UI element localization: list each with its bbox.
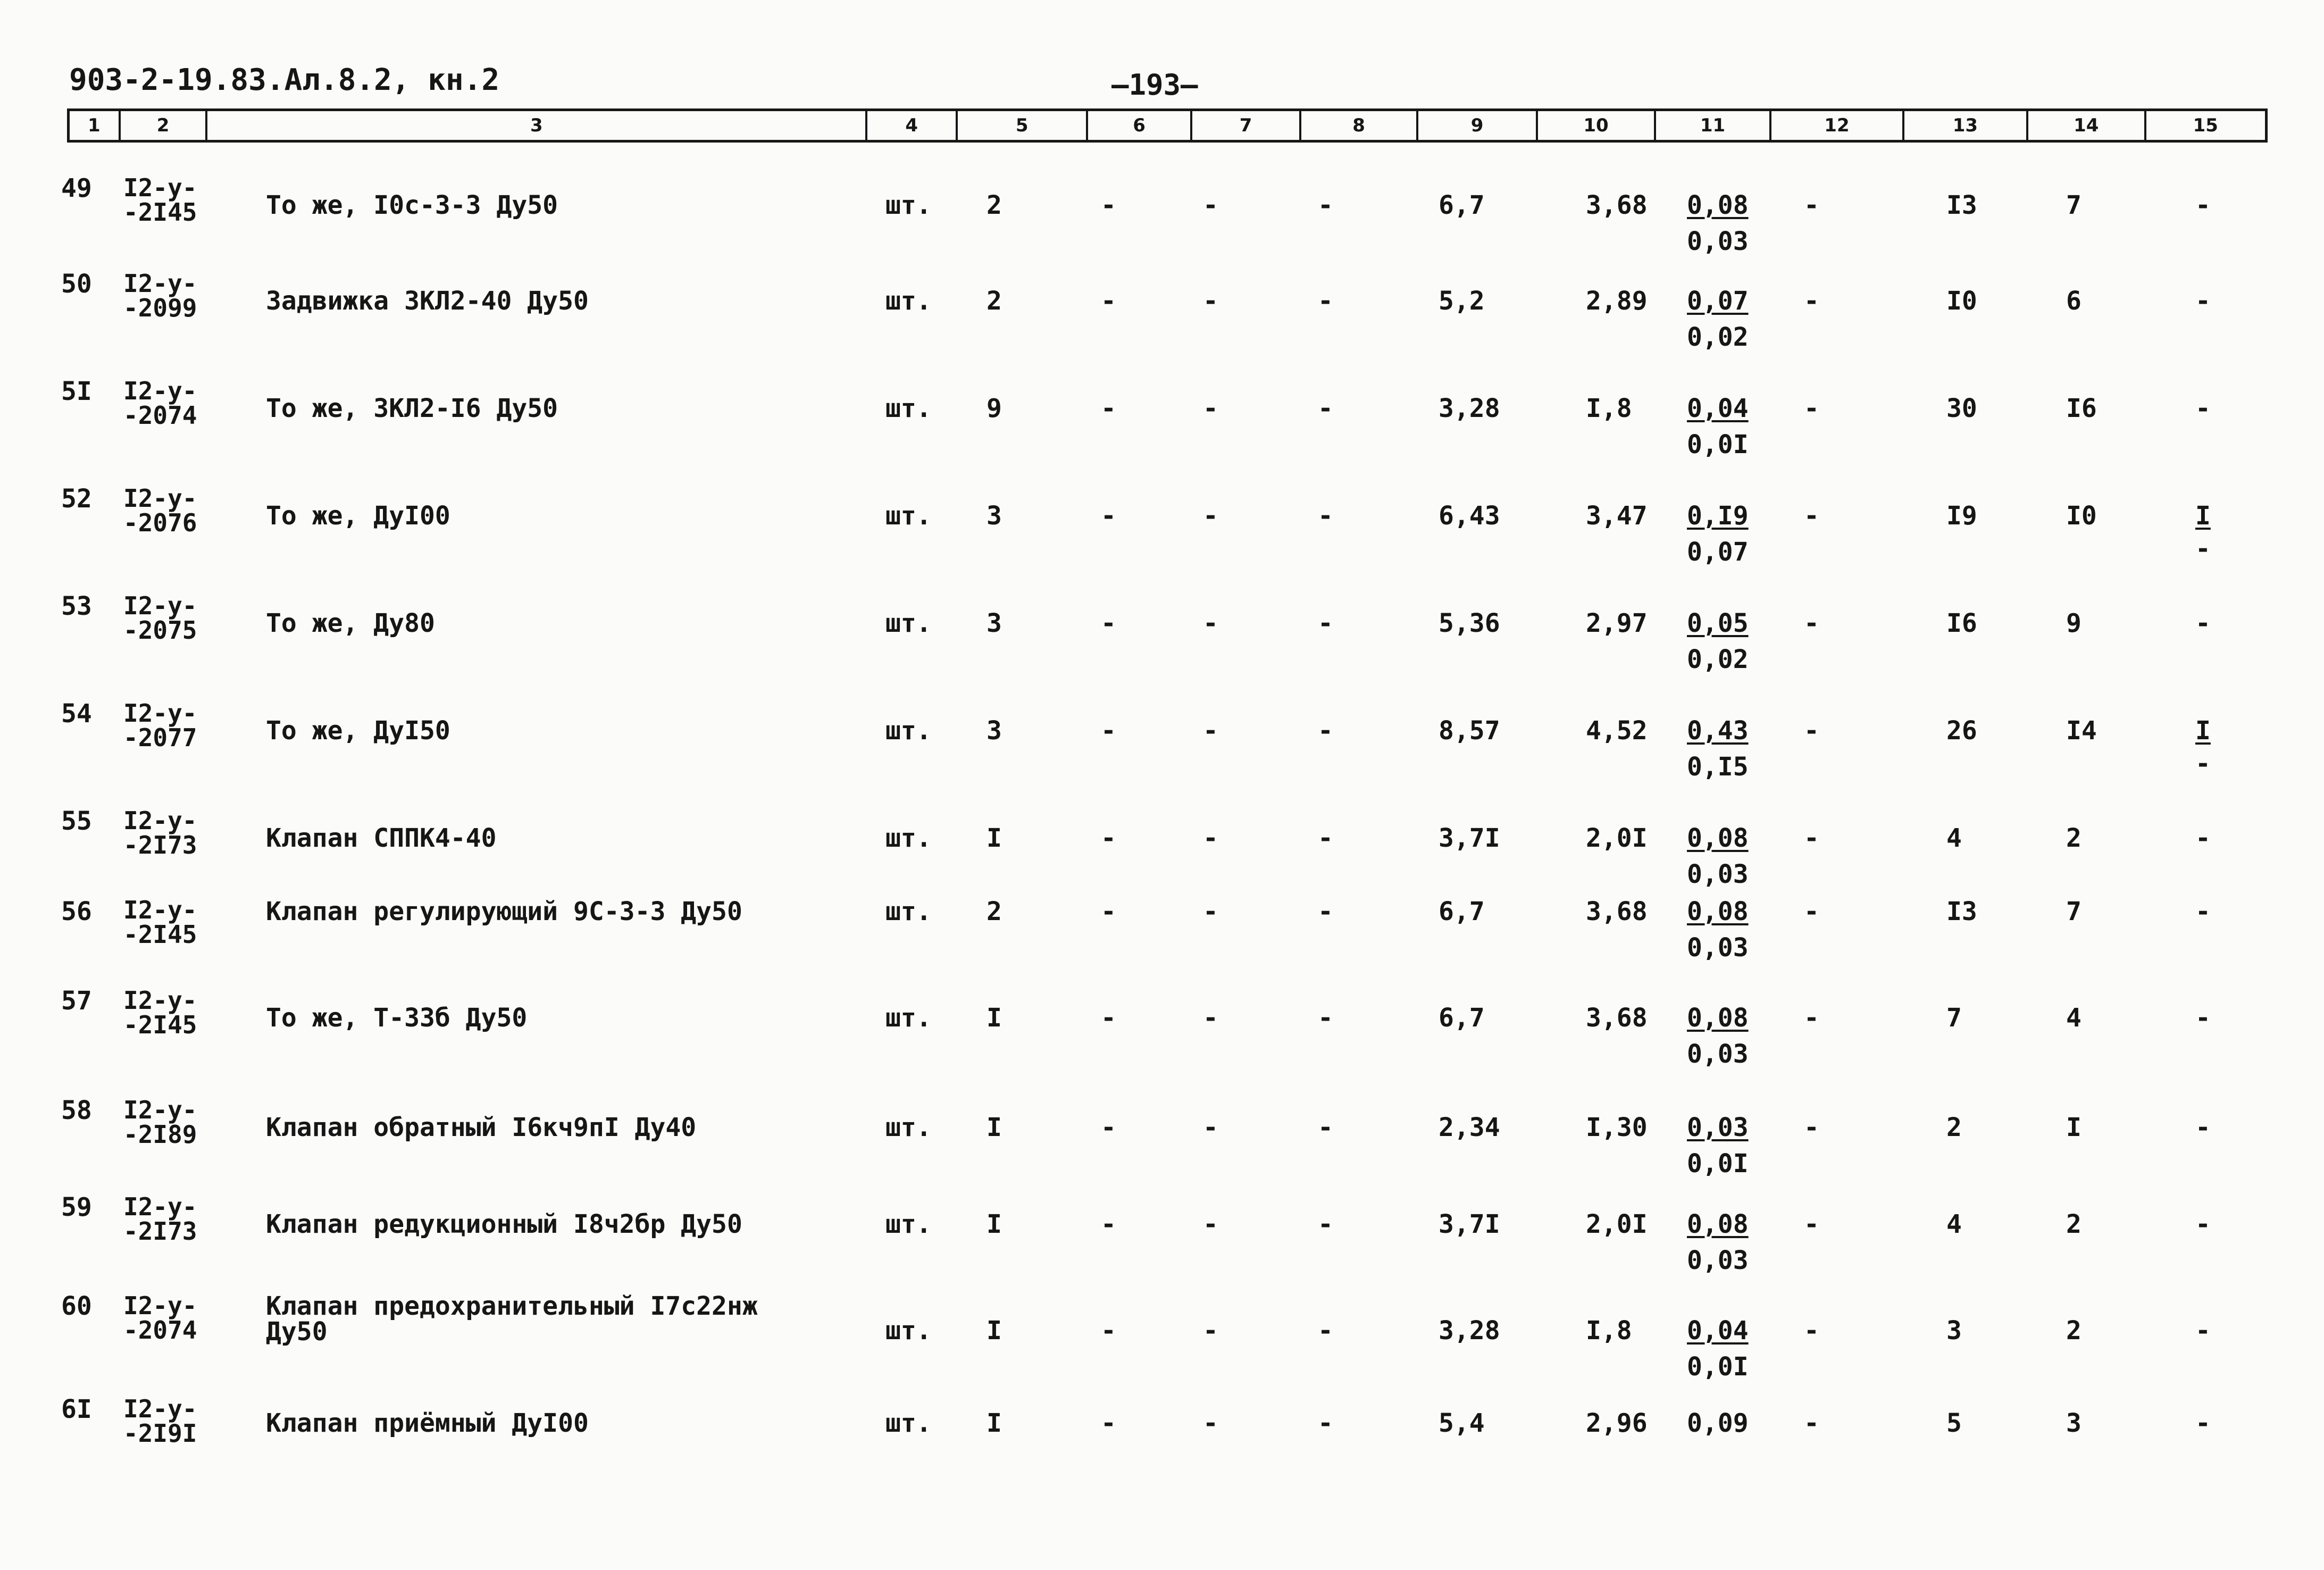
header-col-11: 11 [1656,111,1771,140]
col-8-value: - [1318,190,1333,220]
col-12-value: - [1804,1113,1819,1142]
col-8-value: - [1318,394,1333,423]
item-description [266,1291,758,1347]
table-header-row [67,108,2268,143]
norm-code-bottom: -2I89 [123,1120,197,1149]
table-row [0,988,2324,1073]
col-7-value: - [1203,1003,1218,1033]
col-9-value: 3,28 [1439,394,1500,423]
col-11-top: 0,07 [1687,286,1749,316]
quantity: I [987,1209,1002,1239]
quantity: I [987,1408,1002,1438]
header-col-8: 8 [1301,111,1418,140]
col-10-value: 2,0I [1586,823,1648,853]
col-11-fraction [1687,1113,1749,1179]
norm-code-bottom: -2I73 [123,831,197,859]
col-10-value: 2,89 [1586,286,1648,316]
quantity: 2 [987,286,1002,316]
norm-code-top: I2-у- [123,173,197,202]
col-11-fraction [1687,288,1749,350]
norm-code-bottom: -2077 [123,723,197,752]
col-7-value: - [1203,1408,1218,1438]
row-number: 5I [61,377,92,406]
col-15-value: - [2195,1316,2211,1346]
col-11-fraction [1687,825,1749,887]
unit: шт. [885,394,932,423]
item-description: То же, Т-33б Ду50 [266,1003,528,1033]
col-7-value: - [1203,608,1218,638]
page-number: —193— [1111,68,1198,102]
norm-code [123,808,197,857]
col-11-bottom: 0,03 [1687,1246,1749,1275]
col-15-top: I [2195,501,2211,531]
header-col-7: 7 [1192,111,1302,140]
col-15-value: - [2195,286,2211,316]
col-15-value: - [2195,394,2211,423]
col-11-fraction [1687,718,1749,780]
col-13-value: I3 [1946,897,1977,926]
col-7-value: - [1203,716,1218,746]
table-row [0,701,2324,786]
norm-code-top: I2-у- [123,699,197,728]
norm-code-bottom: -2076 [123,508,197,537]
col-6-value: - [1101,286,1116,316]
document-code: 903-2-19.83.Ал.8.2, кн.2 [69,63,500,97]
row-number: 58 [61,1096,92,1125]
col-7-value: - [1203,190,1218,220]
unit: шт. [885,608,932,638]
col-10-value: 4,52 [1586,716,1648,746]
col-12-value: - [1804,716,1819,746]
row-number: 60 [61,1291,92,1321]
col-7-value: - [1203,1316,1218,1346]
quantity: 3 [987,501,1002,531]
col-14-value: 9 [2066,608,2081,638]
table-row [0,1098,2324,1183]
col-11-fraction [1687,394,1749,460]
col-6-value: - [1101,1113,1116,1142]
col-12-value: - [1804,501,1819,531]
header-col-10: 10 [1538,111,1656,140]
col-6-value: - [1101,1209,1116,1239]
norm-code-top: I2-у- [123,896,197,924]
col-7-value: - [1203,823,1218,853]
col-11-fraction [1687,608,1749,674]
row-number: 56 [61,897,92,926]
col-14-value: I [2066,1113,2081,1142]
col-11-top: 0,08 [1687,1209,1749,1239]
col-11-fraction [1687,190,1749,256]
col-14-value: 4 [2066,1003,2081,1033]
col-12-value: - [1804,1209,1819,1239]
header-col-13: 13 [1904,111,2028,140]
col-6-value: - [1101,716,1116,746]
unit: шт. [885,716,932,746]
col-14-value: 3 [2066,1408,2081,1438]
row-number: 52 [61,484,92,514]
col-10-value: 3,68 [1586,897,1648,926]
norm-code-top: I2-у- [123,484,197,513]
unit: шт. [885,501,932,531]
col-15-value: - [2195,1113,2211,1142]
col-9-value: 6,7 [1439,897,1485,926]
col-11-bottom: 0,03 [1687,227,1749,256]
col-11-bottom: 0,03 [1687,1039,1749,1069]
row-number: 6I [61,1394,92,1424]
col-14-value: 2 [2066,823,2081,853]
col-9-value: 3,28 [1439,1316,1500,1346]
quantity: I [987,1003,1002,1033]
col-11-bottom: 0,03 [1687,859,1749,889]
item-description: Клапан обратный I6кч9пI Ду40 [266,1113,697,1142]
col-13-value: I3 [1946,190,1977,220]
col-6-value: - [1101,501,1116,531]
norm-code-bottom: -2074 [123,1316,197,1344]
table-row [0,591,2324,679]
col-14-value: 7 [2066,190,2081,220]
col-15-value: - [2195,823,2211,853]
header-col-12: 12 [1771,111,1904,140]
norm-code [123,173,197,227]
col-9-value: 2,34 [1439,1113,1500,1142]
col-9-value: 6,7 [1439,190,1485,220]
col-12-value: - [1804,190,1819,220]
table-row [0,882,2324,967]
col-13-value: 4 [1946,823,1962,853]
header-col-6: 6 [1088,111,1192,140]
col-9-value: 5,36 [1439,608,1500,638]
norm-code-top: I2-у- [123,986,197,1015]
col-10-value: 2,0I [1586,1209,1648,1239]
table-row [0,1291,2324,1382]
col-14-value: I0 [2066,501,2097,531]
col-11-bottom: 0,02 [1687,322,1749,352]
item-description: То же, ДуI00 [266,501,450,531]
item-description: То же, Ду80 [266,608,435,638]
unit: шт. [885,897,932,926]
col-8-value: - [1318,1003,1333,1033]
col-13-value: I0 [1946,286,1977,316]
quantity: 3 [987,608,1002,638]
item-description-line-1: Клапан предохранительный I7с22нж [266,1291,758,1321]
header-col-5: 5 [958,111,1088,140]
norm-code [123,701,197,750]
item-description: То же, ДуI50 [266,716,450,746]
norm-code-bottom: -2I73 [123,1217,197,1246]
header-col-1: 1 [70,111,121,140]
norm-code [123,1192,197,1246]
col-15-bottom: - [2195,534,2211,564]
norm-code [123,1098,197,1147]
row-number: 49 [61,173,92,203]
col-13-value: 5 [1946,1408,1962,1438]
col-15-value: - [2195,897,2211,926]
unit: шт. [885,1316,932,1346]
col-13-value: I6 [1946,608,1977,638]
header-col-3: 3 [207,111,867,140]
row-number: 54 [61,699,92,729]
norm-code [123,1293,197,1342]
norm-code-top: I2-у- [123,269,197,298]
col-6-value: - [1101,897,1116,926]
col-9-value: 3,7I [1439,1209,1500,1239]
col-11-top: 0,08 [1687,1003,1749,1033]
col-11-top: 0,08 [1687,823,1749,853]
item-description: Клапан регулирующий 9С-3-3 Ду50 [266,897,742,926]
quantity: 3 [987,716,1002,746]
col-11-top: 0,04 [1687,394,1749,423]
col-11-fraction [1687,1209,1749,1275]
quantity: I [987,1113,1002,1142]
col-11-top: 0,I9 [1687,501,1749,531]
table-row [0,271,2324,356]
item-description: Клапан редукционный I8ч2бр Ду50 [266,1209,742,1239]
col-7-value: - [1203,1113,1218,1142]
table-row [0,808,2324,893]
col-13-value: 4 [1946,1209,1962,1239]
col-8-value: - [1318,1113,1333,1142]
col-14-value: 7 [2066,897,2081,926]
unit: шт. [885,823,932,853]
item-description: То же, 3КЛ2-I6 Ду50 [266,394,558,423]
col-11-top: 0,43 [1687,716,1749,746]
quantity: I [987,1316,1002,1346]
norm-code [123,898,197,947]
col-10-value: I,8 [1586,394,1632,423]
col-10-value: 3,47 [1586,501,1648,531]
header-col-15: 15 [2193,115,2218,136]
item-description-line-2: Ду50 [266,1317,328,1347]
col-8-value: - [1318,1316,1333,1346]
col-11-value: 0,09 [1687,1408,1749,1438]
col-9-value: 6,7 [1439,1003,1485,1033]
row-number: 59 [61,1192,92,1222]
col-10-value: I,30 [1586,1113,1648,1142]
norm-code-bottom: -2I45 [123,1011,197,1039]
col-15-value: - [2195,1209,2211,1239]
col-13-value: 26 [1946,716,1977,746]
col-10-value: 2,96 [1586,1408,1648,1438]
col-11-bottom: 0,02 [1687,645,1749,674]
norm-code-bottom: -2099 [123,294,197,322]
col-13-value: 2 [1946,1113,1962,1142]
col-11-top: 0,08 [1687,190,1749,220]
table-row [0,379,2324,464]
unit: шт. [885,1408,932,1438]
col-6-value: - [1101,823,1116,853]
col-13-value: 30 [1946,394,1977,423]
norm-code-top: I2-у- [123,806,197,835]
col-10-value: I,8 [1586,1316,1632,1346]
col-6-value: - [1101,1316,1116,1346]
col-11-fraction [1687,1005,1749,1067]
col-12-value: - [1804,897,1819,926]
col-11-bottom: 0,I5 [1687,752,1749,782]
col-8-value: - [1318,716,1333,746]
norm-code-bottom: -2I45 [123,920,197,949]
row-number: 50 [61,269,92,299]
col-13-value: 3 [1946,1316,1962,1346]
col-14-value: I4 [2066,716,2097,746]
norm-code [123,1394,197,1448]
col-7-value: - [1203,394,1218,423]
col-13-value: 7 [1946,1003,1962,1033]
col-9-value: 3,7I [1439,823,1500,853]
norm-code [123,591,197,645]
col-8-value: - [1318,608,1333,638]
col-12-value: - [1804,608,1819,638]
col-6-value: - [1101,1408,1116,1438]
norm-code [123,486,197,535]
norm-code-top: I2-у- [123,591,197,620]
item-description: Клапан приёмный ДуI00 [266,1408,589,1438]
row-number: 57 [61,986,92,1016]
item-description: Клапан СППК4-40 [266,823,497,853]
col-8-value: - [1318,286,1333,316]
quantity: I [987,823,1002,853]
header-col-4: 4 [867,111,958,140]
col-7-value: - [1203,897,1218,926]
col-7-value: - [1203,1209,1218,1239]
norm-code [123,271,197,320]
row-number: 53 [61,591,92,621]
norm-code-bottom: -2I45 [123,198,197,227]
col-12-value: - [1804,286,1819,316]
unit: шт. [885,1209,932,1239]
norm-code-top: I2-у- [123,1096,197,1124]
col-11-bottom: 0,03 [1687,933,1749,963]
col-6-value: - [1101,1003,1116,1033]
row-number: 55 [61,806,92,836]
col-14-value: 2 [2066,1209,2081,1239]
col-15-value: - [2195,608,2211,638]
col-14-value: I6 [2066,394,2097,423]
norm-code-top: I2-у- [123,377,197,405]
col-11-fraction [1687,1318,1749,1380]
col-10-value: 2,97 [1586,608,1648,638]
col-8-value: - [1318,1408,1333,1438]
unit: шт. [885,286,932,316]
table-row [0,1192,2324,1280]
col-12-value: - [1804,1316,1819,1346]
col-10-value: 3,68 [1586,1003,1648,1033]
header-col-14: 14 [2028,111,2146,140]
col-15-bottom: - [2195,749,2211,779]
col-11-bottom: 0,0I [1687,430,1749,460]
col-15-value: - [2195,1003,2211,1033]
col-6-value: - [1101,190,1116,220]
col-9-value: 8,57 [1439,716,1500,746]
col-9-value: 5,4 [1439,1408,1485,1438]
unit: шт. [885,1003,932,1033]
col-12-value: - [1804,823,1819,853]
quantity: 2 [987,190,1002,220]
col-9-value: 6,43 [1439,501,1500,531]
col-11-top: 0,03 [1687,1113,1749,1142]
norm-code-bottom: -2I9I [123,1419,197,1448]
col-15-fraction [2195,503,2211,562]
col-15-value: - [2195,1408,2211,1438]
col-12-value: - [1804,394,1819,423]
col-13-value: I9 [1946,501,1977,531]
header-col-9: 9 [1418,111,1538,140]
col-6-value: - [1101,608,1116,638]
col-11-fraction [1687,503,1749,565]
unit: шт. [885,1113,932,1142]
col-11-bottom: 0,0I [1687,1149,1749,1179]
col-12-value: - [1804,1003,1819,1033]
col-11-bottom: 0,07 [1687,537,1749,567]
col-8-value: - [1318,501,1333,531]
col-11-top: 0,04 [1687,1316,1749,1346]
norm-code-top: I2-у- [123,1291,197,1320]
col-15-value: - [2195,190,2211,220]
norm-code [123,988,197,1037]
col-14-value: 2 [2066,1316,2081,1346]
col-11-top: 0,05 [1687,608,1749,638]
col-12-value: - [1804,1408,1819,1438]
norm-code-top: I2-у- [123,1394,197,1423]
table-row [0,1394,2324,1482]
quantity: 2 [987,897,1002,926]
norm-code-bottom: -2074 [123,401,197,430]
col-8-value: - [1318,823,1333,853]
table-row [0,173,2324,261]
norm-code-bottom: -2075 [123,616,197,645]
col-7-value: - [1203,286,1218,316]
col-6-value: - [1101,394,1116,423]
col-15-top: I [2195,716,2211,746]
table-row [0,486,2324,571]
col-10-value: 3,68 [1586,190,1648,220]
col-7-value: - [1203,501,1218,531]
col-8-value: - [1318,1209,1333,1239]
norm-code-top: I2-у- [123,1192,197,1221]
col-11-fraction [1687,899,1749,961]
header-col-2: 2 [121,111,208,140]
norm-code [123,379,197,428]
col-8-value: - [1318,897,1333,926]
unit: шт. [885,190,932,220]
quantity: 9 [987,394,1002,423]
col-11-top: 0,08 [1687,897,1749,926]
col-11-bottom: 0,0I [1687,1352,1749,1382]
item-description: Задвижка 3КЛ2-40 Ду50 [266,286,589,316]
col-14-value: 6 [2066,286,2081,316]
col-15-fraction [2195,716,2211,779]
col-9-value: 5,2 [1439,286,1485,316]
item-description: То же, I0с-3-3 Ду50 [266,190,558,220]
